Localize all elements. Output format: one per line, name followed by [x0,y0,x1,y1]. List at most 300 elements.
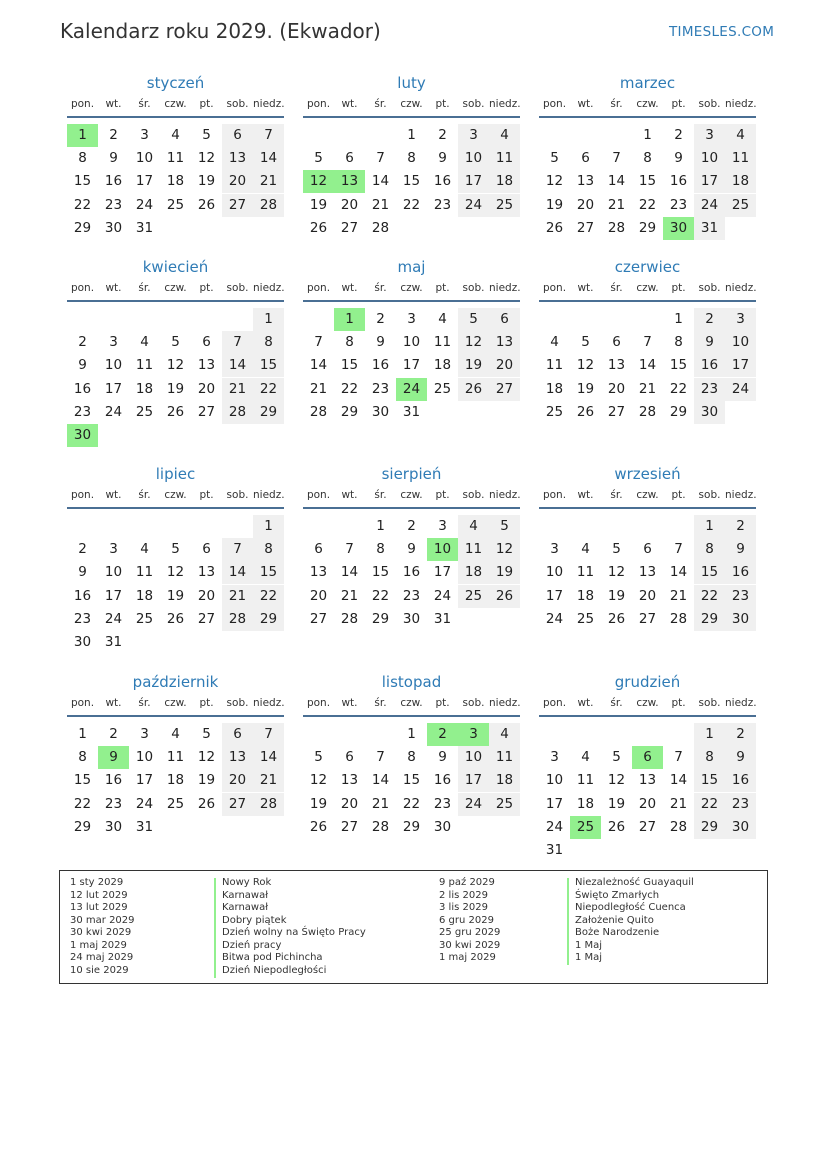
day-cell: 2 [725,515,756,538]
weekday-label: niedz. [725,98,757,110]
day-cell: 12 [576,357,595,374]
day-cell: 22 [694,585,725,608]
weekday-label: pon. [306,697,331,709]
day-cell: 15 [638,173,657,190]
holiday-day-cell: 24 [396,378,427,401]
day-cell: 24 [104,610,123,627]
day-cell: 7 [612,150,621,167]
day-cell: 22 [73,795,92,812]
weekday-header [303,697,520,713]
legend-name: Dzień wolny na Święto Pracy [222,927,366,938]
holiday-day-cell: 30 [663,217,694,240]
weekday-label: sob. [698,489,721,501]
day-cell: 7 [222,331,253,354]
day-cell: 22 [253,378,284,401]
day-cell: 31 [694,217,725,240]
day-cell: 24 [694,194,725,217]
day-cell: 29 [694,816,725,839]
day-cell: 28 [253,194,284,217]
day-cell: 6 [314,541,323,558]
legend-name: Bitwa pod Pichincha [222,952,323,963]
day-cell: 10 [104,564,123,581]
day-cell: 20 [197,587,216,604]
day-cell: 16 [725,561,756,584]
weekday-label: czw. [636,98,659,110]
day-cell: 15 [371,564,390,581]
day-cell: 27 [309,610,328,627]
month-name: czerwiec [614,258,681,276]
weekday-label: pon. [70,697,95,709]
day-cell: 29 [669,403,688,420]
day-cell: 1 [694,515,725,538]
day-cell: 24 [135,795,154,812]
day-cell: 29 [694,608,725,631]
day-cell: 6 [612,334,621,351]
day-cell: 2 [725,723,756,746]
day-cell: 3 [458,124,489,147]
day-cell: 18 [545,380,564,397]
day-cell: 2 [109,726,118,742]
day-cell: 19 [458,354,489,377]
day-cell: 15 [253,561,284,584]
day-cell: 16 [73,587,92,604]
day-cell: 25 [433,380,452,397]
month-name: lipiec [155,465,196,483]
day-cell: 1 [376,518,385,534]
day-cell: 17 [458,769,489,792]
legend-date: 2 lis 2029 [439,889,488,901]
day-cell: 17 [694,170,725,193]
day-cell: 11 [166,749,185,766]
day-cell: 1 [407,726,416,742]
day-cell: 5 [581,334,590,351]
weekday-label: czw. [400,697,423,709]
brand-link[interactable]: TIMESLES.COM [669,24,775,40]
day-cell: 4 [489,124,520,147]
day-cell: 8 [407,150,416,167]
weekday-label: sob. [226,697,249,709]
legend-date: 1 sty 2029 [70,877,124,888]
day-cell: 30 [104,219,123,236]
weekday-label: pt. [671,98,686,110]
day-cell: 22 [638,196,657,213]
weekday-label: sob. [226,282,249,294]
day-cell: 5 [202,726,211,742]
holiday-day-cell: 12 [303,170,334,193]
header-rule [303,116,520,118]
day-cell: 2 [376,311,385,327]
day-cell: 29 [402,818,421,835]
weekday-label: niedz. [253,98,285,110]
day-cell: 9 [725,538,756,561]
month-4 [303,258,520,458]
day-cell: 19 [545,196,564,213]
weekday-label: śr. [374,282,387,294]
day-cell: 31 [545,842,564,858]
legend-name: Niezależność Guayaquil [575,877,694,888]
day-cell: 5 [612,749,621,766]
day-cell: 12 [166,564,185,581]
header-rule [67,116,284,118]
day-cell: 13 [309,564,328,581]
day-cell: 21 [669,587,688,604]
day-cell: 2 [78,541,87,558]
day-cell: 30 [433,818,452,835]
weekday-label: pt. [671,489,686,501]
day-cell: 19 [576,380,595,397]
month-0 [67,74,284,274]
legend-date: 13 lut 2029 [70,902,128,913]
day-cell: 7 [345,541,354,558]
day-cell: 29 [340,403,359,420]
day-cell: 12 [545,173,564,190]
weekday-label: czw. [400,282,423,294]
month-name: maj [397,258,426,276]
header-rule [67,507,284,509]
day-cell: 12 [309,772,328,789]
day-cell: 4 [489,723,520,746]
day-cell: 27 [197,610,216,627]
legend-name: 1 Maj [575,939,603,951]
day-cell: 8 [78,749,87,766]
day-cell: 14 [638,357,657,374]
holiday-day-cell: 10 [427,538,458,561]
day-cell: 5 [171,334,180,351]
day-cell: 3 [550,541,559,558]
day-cell: 25 [545,403,564,420]
day-cell: 1 [78,726,87,742]
month-name: styczeń [146,74,205,92]
day-cell: 4 [171,726,180,742]
day-cell: 15 [73,772,92,789]
weekday-label: śr. [610,489,623,501]
day-cell: 24 [104,403,123,420]
day-cell: 13 [197,564,216,581]
legend-date: 30 mar 2029 [70,914,135,926]
day-cell: 30 [725,816,756,839]
day-cell: 24 [545,818,564,835]
weekday-label: czw. [164,98,187,110]
day-cell: 27 [222,194,253,217]
month-9 [67,673,284,873]
day-cell: 22 [371,587,390,604]
weekday-label: śr. [610,697,623,709]
day-cell: 13 [638,564,657,581]
weekday-label: czw. [164,489,187,501]
day-cell: 8 [643,150,652,167]
legend-date: 30 kwi 2029 [439,939,501,951]
day-cell: 7 [222,538,253,561]
day-cell: 6 [222,723,253,746]
weekday-label: pon. [542,282,567,294]
month-name: listopad [381,673,442,691]
weekday-label: śr. [374,98,387,110]
day-cell: 20 [222,170,253,193]
day-cell: 14 [371,772,390,789]
day-cell: 22 [253,585,284,608]
holiday-day-cell: 13 [334,170,365,193]
day-cell: 17 [545,795,564,812]
day-cell: 31 [135,818,154,835]
day-cell: 21 [222,378,253,401]
day-cell: 10 [104,357,123,374]
day-cell: 26 [166,610,185,627]
day-cell: 12 [489,538,520,561]
day-cell: 20 [638,795,657,812]
weekday-label: pt. [435,697,450,709]
holiday-day-cell: 1 [334,308,365,331]
legend-left-names [222,877,366,977]
month-7 [303,465,520,665]
day-cell: 3 [550,749,559,766]
day-cell: 13 [197,357,216,374]
day-cell: 28 [253,793,284,816]
day-cell: 2 [78,334,87,351]
day-cell: 18 [725,170,756,193]
legend-name: Dobry piątek [222,914,287,926]
day-cell: 14 [607,173,626,190]
day-cell: 26 [458,378,489,401]
day-cell: 29 [253,401,284,424]
day-cell: 7 [253,723,284,746]
day-cell: 5 [612,541,621,558]
month-name: wrzesień [614,465,681,483]
weekday-label: niedz. [725,282,757,294]
legend-date: 25 gru 2029 [439,927,501,938]
weekday-label: niedz. [489,697,521,709]
day-cell: 1 [253,308,284,331]
legend-right-names [575,877,694,965]
weekday-label: niedz. [489,98,521,110]
header-rule [539,715,756,717]
weekday-header [303,282,520,298]
day-cell: 21 [371,196,390,213]
day-cell: 9 [674,150,683,167]
holiday-legend [59,870,768,984]
weekday-label: wt. [105,98,122,110]
day-cell: 25 [458,585,489,608]
day-cell: 9 [725,746,756,769]
day-cell: 10 [694,147,725,170]
day-cell: 3 [109,334,118,351]
day-cell: 4 [725,124,756,147]
day-cell: 21 [638,380,657,397]
weekday-label: sob. [698,282,721,294]
day-cell: 14 [253,147,284,170]
header-rule [539,507,756,509]
legend-date: 1 maj 2029 [70,939,127,951]
day-cell: 20 [638,587,657,604]
day-cell: 11 [545,357,564,374]
day-cell: 8 [694,538,725,561]
weekday-label: wt. [105,697,122,709]
day-cell: 18 [433,357,452,374]
day-cell: 3 [140,726,149,742]
day-cell: 21 [607,196,626,213]
day-cell: 10 [545,772,564,789]
weekday-label: pon. [542,98,567,110]
day-cell: 26 [309,818,328,835]
header-rule [303,715,520,717]
day-cell: 16 [433,772,452,789]
day-cell: 19 [166,380,185,397]
holiday-day-cell: 1 [67,124,98,147]
weekday-header [539,98,756,114]
day-cell: 23 [104,795,123,812]
header-rule [303,300,520,302]
day-cell: 28 [371,219,390,236]
day-cell: 31 [433,610,452,627]
weekday-label: śr. [138,489,151,501]
day-cell: 30 [402,610,421,627]
day-cell: 5 [202,127,211,143]
day-cell: 12 [197,150,216,167]
day-cell: 28 [309,403,328,420]
weekday-label: czw. [636,489,659,501]
day-cell: 14 [222,354,253,377]
weekday-label: pt. [199,489,214,501]
day-cell: 12 [166,357,185,374]
day-cell: 26 [607,818,626,835]
day-cell: 18 [135,587,154,604]
day-cell: 16 [669,173,688,190]
weekday-label: śr. [374,697,387,709]
day-cell: 15 [340,357,359,374]
day-cell: 14 [222,561,253,584]
weekday-label: sob. [226,489,249,501]
day-cell: 22 [669,380,688,397]
weekday-label: śr. [610,282,623,294]
day-cell: 21 [253,769,284,792]
weekday-label: wt. [105,489,122,501]
day-cell: 4 [581,541,590,558]
page-title: Kalendarz roku 2029. (Ekwador) [60,19,381,43]
holiday-day-cell: 30 [67,424,98,447]
day-cell: 30 [694,401,725,424]
weekday-label: śr. [138,98,151,110]
day-cell: 5 [489,515,520,538]
weekday-label: sob. [462,489,485,501]
day-cell: 17 [725,354,756,377]
day-cell: 5 [314,749,323,766]
day-cell: 28 [222,401,253,424]
legend-name: Boże Narodzenie [575,927,660,938]
day-cell: 18 [489,769,520,792]
day-cell: 31 [135,219,154,236]
day-cell: 16 [73,380,92,397]
day-cell: 19 [607,587,626,604]
day-cell: 30 [73,634,92,650]
legend-name: Dzień Niepodległości [222,964,327,976]
holiday-day-cell: 25 [570,816,601,839]
day-cell: 20 [340,795,359,812]
day-cell: 22 [340,380,359,397]
day-cell: 17 [104,380,123,397]
day-cell: 29 [253,608,284,631]
day-cell: 9 [109,150,118,167]
day-cell: 18 [576,587,595,604]
weekday-label: niedz. [253,489,285,501]
day-cell: 26 [166,403,185,420]
day-cell: 14 [669,772,688,789]
day-cell: 8 [78,150,87,167]
month-3 [67,258,284,458]
legend-name: Niepodległość Cuenca [575,902,686,913]
day-cell: 23 [104,196,123,213]
day-cell: 15 [253,354,284,377]
month-5 [539,258,756,458]
day-cell: 19 [197,173,216,190]
day-cell: 22 [694,793,725,816]
weekday-label: pt. [671,697,686,709]
legend-right-bar [567,878,569,965]
day-cell: 23 [694,378,725,401]
day-cell: 9 [78,564,87,581]
day-cell: 28 [340,610,359,627]
day-cell: 25 [725,194,756,217]
day-cell: 16 [371,357,390,374]
day-cell: 2 [438,127,447,143]
day-cell: 26 [576,403,595,420]
day-cell: 27 [638,818,657,835]
weekday-label: czw. [636,697,659,709]
day-cell: 3 [109,541,118,558]
day-cell: 6 [202,541,211,558]
day-cell: 7 [376,749,385,766]
month-name: sierpień [381,465,442,483]
legend-name: Nowy Rok [222,877,272,888]
day-cell: 16 [725,769,756,792]
day-cell: 17 [458,170,489,193]
legend-date: 1 maj 2029 [439,952,496,963]
day-cell: 26 [309,219,328,236]
day-cell: 12 [197,749,216,766]
legend-name: Święto Zmarłych [575,889,660,901]
weekday-label: sob. [462,282,485,294]
weekday-label: wt. [577,697,594,709]
weekday-label: sob. [462,98,485,110]
weekday-label: wt. [341,282,358,294]
weekday-label: wt. [341,697,358,709]
month-name: grudzień [614,673,681,691]
day-cell: 1 [407,127,416,143]
day-cell: 23 [669,196,688,213]
day-cell: 5 [171,541,180,558]
day-cell: 13 [340,772,359,789]
day-cell: 6 [643,541,652,558]
day-cell: 26 [607,610,626,627]
day-cell: 26 [197,795,216,812]
day-cell: 27 [607,403,626,420]
day-cell: 18 [576,795,595,812]
day-cell: 9 [694,331,725,354]
day-cell: 13 [607,357,626,374]
day-cell: 27 [489,378,520,401]
day-cell: 19 [489,561,520,584]
weekday-label: niedz. [489,282,521,294]
day-cell: 26 [197,196,216,213]
day-cell: 23 [73,610,92,627]
month-name: październik [132,673,219,691]
weekday-label: sob. [698,697,721,709]
day-cell: 25 [489,793,520,816]
day-cell: 27 [340,219,359,236]
month-1 [303,74,520,274]
day-cell: 2 [109,127,118,143]
day-cell: 11 [135,564,154,581]
day-cell: 17 [135,772,154,789]
day-cell: 14 [309,357,328,374]
